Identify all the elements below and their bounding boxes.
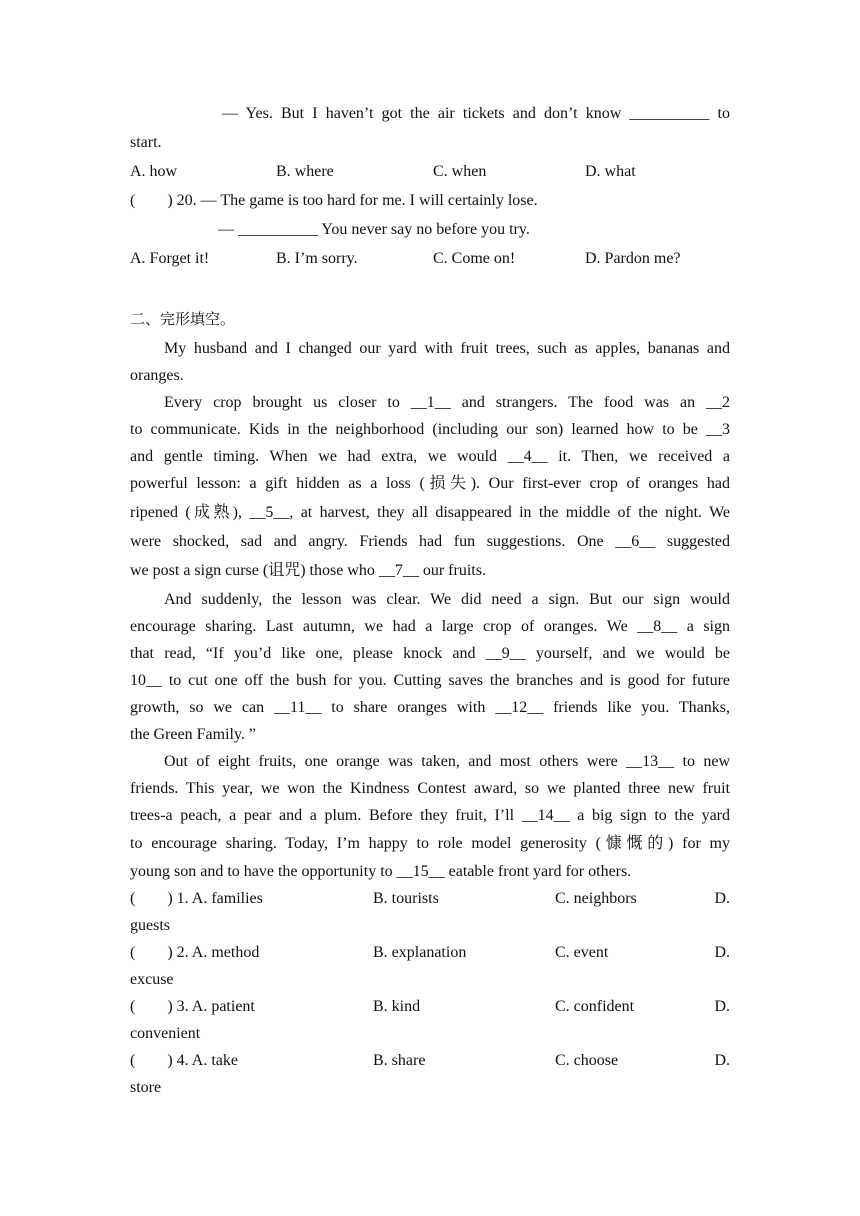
- paragraph-line: we post a sign curse (诅咒) those who __7__ our fruits.: [130, 562, 486, 579]
- q20-option-a: A. Forget it!: [130, 250, 210, 267]
- cloze-paragraph-3: [130, 586, 730, 748]
- option-d-text: guests: [130, 917, 170, 934]
- question-list: [130, 885, 730, 1101]
- option-c: C. neighbors: [555, 890, 637, 907]
- q19-options: [130, 158, 730, 187]
- document-page: [130, 100, 730, 1101]
- option-d-label: D.: [714, 1052, 730, 1069]
- option-b: B. share: [373, 1052, 426, 1069]
- paragraph-line: oranges.: [130, 367, 184, 384]
- paragraph-line: encourage sharing. Last autumn, we had a large crop of oranges. We __8__ a sign: [130, 618, 730, 635]
- option-c: C. confident: [555, 998, 635, 1015]
- paragraph-line: powerful lesson: a gift hidden as a loss (损失). Our first-ever crop of oranges had: [130, 475, 730, 492]
- question-stem: ( ) 3. A. patient: [130, 998, 255, 1015]
- q20-option-b: B. I’m sorry.: [276, 250, 358, 267]
- option-d-text: convenient: [130, 1025, 201, 1042]
- question-stem: ( ) 2. A. method: [130, 944, 260, 961]
- paragraph-line: to encourage sharing. Today, I’m happy to role model generosity (慷慨的) for my: [130, 835, 730, 852]
- paragraph-line: Out of eight fruits, one orange was taken, and most others were __13__ to new: [164, 753, 730, 770]
- option-d-label: D.: [714, 998, 730, 1015]
- paragraph-line: and gentle timing. When we had extra, we would __4__ it. Then, we received a: [130, 448, 730, 465]
- paragraph-line: were shocked, sad and angry. Friends had fun suggestions. One __6__ suggested: [130, 533, 730, 550]
- paragraph-line: that read, “If you’d like one, please knock and __9__ yourself, and we would be: [130, 645, 730, 662]
- question-stem: ( ) 4. A. take: [130, 1052, 238, 1069]
- option-b: B. tourists: [373, 890, 439, 907]
- cloze-paragraph-1: [130, 335, 730, 389]
- option-d-text: store: [130, 1079, 162, 1096]
- q20-stem: ( ) 20. — The game is too hard for me. I will certainly lose.: [130, 192, 538, 209]
- q19-option-a: A. how: [130, 163, 178, 180]
- q19-reply-line: — Yes. But I haven’t got the air tickets and don’t know __________ to: [222, 105, 730, 122]
- paragraph-line: And suddenly, the lesson was clear. We did need a sign. But our sign would: [164, 591, 730, 608]
- option-d-text: excuse: [130, 971, 174, 988]
- question-item: [130, 993, 730, 1047]
- paragraph-line: ripened (成熟), __5__, at harvest, they all disappeared in the middle of the night. We: [130, 504, 730, 521]
- section-heading: 二、完形填空。: [130, 310, 236, 328]
- paragraph-line: the Green Family. ”: [130, 726, 257, 743]
- cloze-paragraph-4: [130, 748, 730, 885]
- option-b: B. kind: [373, 998, 421, 1015]
- question-stem: ( ) 1. A. families: [130, 890, 263, 907]
- option-c: C. event: [555, 944, 609, 961]
- paragraph-line: young son and to have the opportunity to __15__ eatable front yard for others.: [130, 863, 632, 880]
- q19-reply-continuation: start.: [130, 134, 162, 151]
- paragraph-line: growth, so we can __11__ to share oranges with __12__ friends like you. Thanks,: [130, 699, 730, 716]
- option-d-label: D.: [714, 944, 730, 961]
- question-item: [130, 939, 730, 993]
- q20-options: [130, 245, 730, 274]
- paragraph-line: Every crop brought us closer to __1__ and strangers. The food was an __2: [164, 394, 730, 411]
- q20-reply: — __________ You never say no before you try.: [218, 221, 530, 238]
- option-b: B. explanation: [373, 944, 467, 961]
- q20-option-d: D. Pardon me?: [585, 250, 681, 267]
- paragraph-line: My husband and I changed our yard with fruit trees, such as apples, bananas and: [164, 340, 730, 357]
- paragraph-line: to communicate. Kids in the neighborhood (including our son) learned how to be __3: [130, 421, 730, 438]
- paragraph-line: friends. This year, we won the Kindness Contest award, so we planted three new fruit: [130, 780, 730, 797]
- option-c: C. choose: [555, 1052, 619, 1069]
- cloze-paragraph-2: [130, 389, 730, 586]
- q19-option-d: D. what: [585, 163, 636, 180]
- q20-option-c: C. Come on!: [433, 250, 516, 267]
- option-d-label: D.: [714, 890, 730, 907]
- q19-option-b: B. where: [276, 163, 334, 180]
- paragraph-line: 10__ to cut one off the bush for you. Cutting saves the branches and is good for future: [130, 672, 730, 689]
- q19-option-c: C. when: [433, 163, 487, 180]
- paragraph-line: trees-a peach, a pear and a plum. Before they fruit, I’ll __14__ a big sign to the yard: [130, 807, 730, 824]
- question-item: [130, 1047, 730, 1101]
- question-item: [130, 885, 730, 939]
